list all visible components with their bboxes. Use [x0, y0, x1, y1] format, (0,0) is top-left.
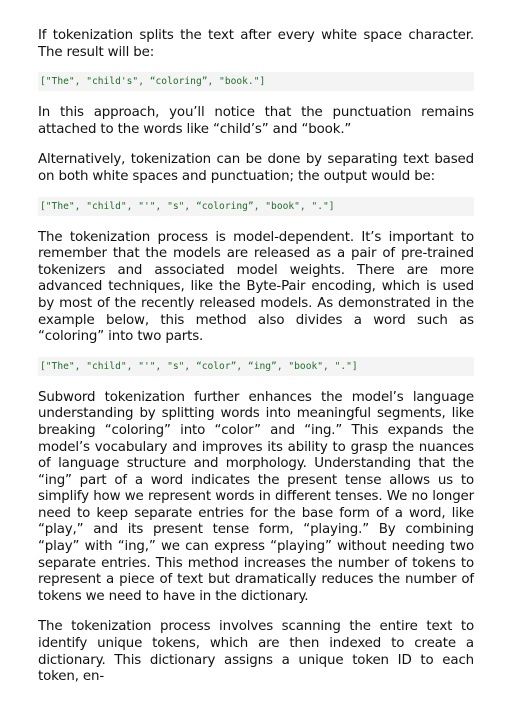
code-block-bpe-tokens: ["The", "child", "'", "s", “color”, “ing”, "book", "."] [38, 357, 474, 376]
code-block-punctuation-tokens: ["The", "child", "'", "s", “coloring”, "book", "."] [38, 197, 474, 216]
code-block-whitespace-tokens: ["The", "child's", “coloring”, "book."] [38, 72, 474, 91]
paragraph-2: In this approach, you’ll notice that the punctuation remains attached to the words like “child’s” and “book.” [38, 105, 474, 137]
paragraph-1: If tokenization splits the text after every white space character. The result will be: [38, 28, 474, 60]
paragraph-4: The tokenization process is model-dependent. It’s important to remember that the models are released as a pair of pre-trained tokenizers and associated model weights. There are more advanced techniques, like the Byte-Pair encoding, which is used by most of the recently released models. As demonstrated in the example below, this method also divides a word such as “coloring” into two parts. [38, 229, 474, 345]
paragraph-3: Alternatively, tokenization can be done by separating text based on both white spaces and punctuation; the output would be: [38, 152, 474, 184]
paragraph-6: The tokenization process involves scanning the entire text to identify unique tokens, which are then indexed to create a dictionary. This dictionary assigns a unique token ID to each token, en- [38, 619, 474, 685]
paragraph-5: Subword tokenization further enhances the model’s language understanding by splitting words into meaningful segments, like breaking “coloring” into “color” and “ing.” This expands the model’s vocabulary and improves its ability to grasp the nuances of language structure and morphology. Understanding that the “ing” part of a word indicates the present tense allows us to simplify how we represent words in different tenses. We no longer need to keep separate entries for the base form of a word, like “play,” and its present tense form, “playing.” By combining “play” with “ing,” we can express “playing” without needing two separate entries. This method increases the number of tokens to represent a piece of text but dramatically reduces the number of tokens we need to have in the dictionary. [38, 389, 474, 604]
